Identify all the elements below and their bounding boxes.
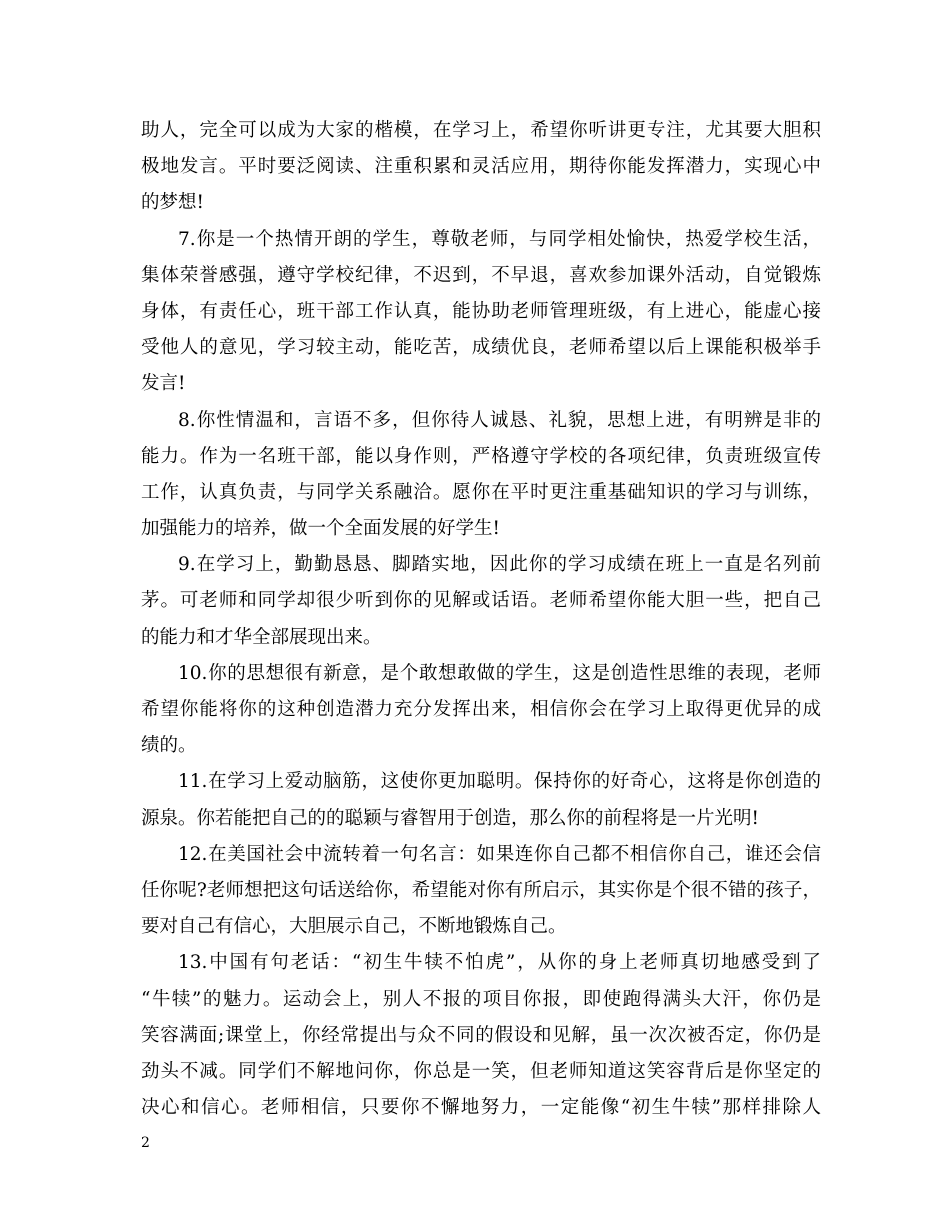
text-line: 劲头不减。同学们不解地问你，你总是一笑，但老师知道这笑容背后是你坚定的 (141, 1060, 821, 1082)
text-line: 希望你能将你的这种创造潜力充分发挥出来，相信你会在学习上取得更优异的成 (141, 699, 821, 720)
text-line: 助人，完全可以成为大家的楷模，在学习上，希望你听讲更专注，尤其要大胆积 (141, 120, 821, 141)
text-line: 决心和信心。老师相信，只要你不懈地努力，一定能像“初生牛犊”那样排除人 (141, 1097, 821, 1119)
text-line: 的能力和才华全部展现出来。 (141, 626, 382, 648)
text-line: 能力。作为一名班干部，能以身作则，严格遵守学校的各项纪律，负责班级宣传 (141, 445, 821, 467)
text-line: 任你呢?老师想把这句话送给你，希望能对你有所启示，其实你是个很不错的孩子， (141, 879, 821, 901)
text-line: 12.在美国社会中流转着一句名言：如果连你自己都不相信你自己，谁还会信 (178, 843, 821, 865)
document-body (141, 113, 821, 1126)
text-line: 受他人的意见，学习较主动，能吃苦，成绩优良，老师希望以后上课能积极举手 (141, 337, 821, 359)
text-line: 发言! (141, 373, 186, 395)
text-line: 笑容满面;课堂上，你经常提出与众不同的假设和见解，虽一次次被否定，你仍是 (141, 1024, 821, 1046)
text-line: 源泉。你若能把自己的的聪颖与睿智用于创造，那么你的前程将是一片光明! (141, 807, 759, 829)
page-number: 2 (141, 1135, 150, 1151)
text-line: 身体，有责任心，班干部工作认真，能协助老师管理班级，有上进心，能虚心接 (141, 300, 821, 322)
text-line: 绩的。 (141, 735, 197, 757)
text-line: 10.你的思想很有新意，是个敢想敢做的学生，这是创造性思维的表现，老师 (178, 662, 821, 684)
text-line: 集体荣誉感强，遵守学校纪律，不迟到，不早退，喜欢参加课外活动，自觉锻炼 (141, 264, 821, 286)
text-line: 工作，认真负责，与同学关系融洽。愿你在平时更注重基础知识的学习与训练， (141, 481, 821, 503)
text-line: 7.你是一个热情开朗的学生，尊敬老师，与同学相处愉快，热爱学校生活， (178, 228, 821, 250)
text-line: 加强能力的培养，做一个全面发展的好学生! (141, 518, 500, 540)
text-line: 的梦想! (141, 192, 204, 214)
text-line: 13.中国有句老话：“初生牛犊不怕虎”，从你的身上老师真切地感受到了 (178, 952, 821, 974)
text-line: 茅。可老师和同学却很少听到你的见解或话语。老师希望你能大胆一些，把自己 (141, 590, 821, 612)
text-line: 要对自己有信心，大胆展示自己，不断地锻炼自己。 (141, 916, 567, 938)
text-line: “牛犊”的魅力。运动会上，别人不报的项目你报，即使跑得满头大汗，你仍是 (141, 988, 821, 1010)
text-line: 11.在学习上爱动脑筋，这使你更加聪明。保持你的好奇心，这将是你创造的 (178, 771, 821, 793)
text-line: 极地发言。平时要泛阅读、注重积累和灵活应用，期待你能发挥潜力，实现心中 (141, 156, 821, 178)
text-line: 9.在学习上，勤勤恳恳、脚踏实地，因此你的学习成绩在班上一直是名列前 (178, 554, 821, 576)
text-line: 8.你性情温和，言语不多，但你待人诚恳、礼貌，思想上进，有明辨是非的 (178, 409, 821, 431)
